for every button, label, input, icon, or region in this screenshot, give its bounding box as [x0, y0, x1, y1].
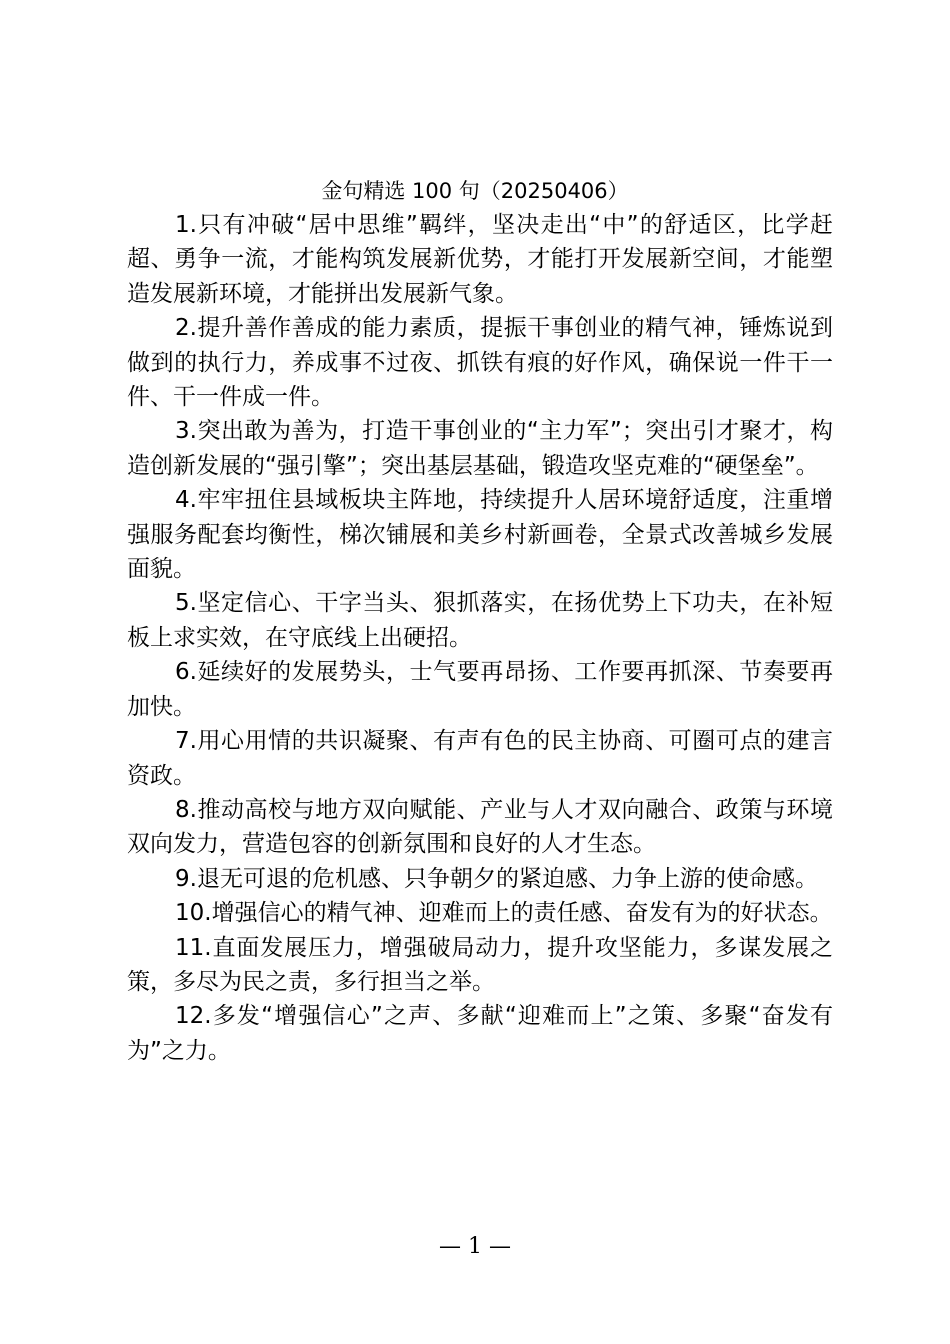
quote-paragraph-3: 3.突出敢为善为，打造干事创业的“主力军”；突出引才聚才，构造创新发展的“强引擎”；突出基层基础，锻造攻坚克难的“硬堡垒”。	[127, 418, 833, 479]
quote-paragraph-8: 8.推动高校与地方双向赋能、产业与人才双向融合、政策与环境双向发力，营造包容的创新氛围和良好的人才生态。	[127, 796, 833, 858]
quote-paragraph-1: 1.只有冲破“居中思维”羁绊，坚决走出“中”的舒适区，比学赶超、勇争一流，才能构筑发展新优势，才能打开发展新空间，才能塑造发展新环境，才能拼出发展新气象。	[127, 212, 833, 307]
quote-paragraph-6: 6.延续好的发展势头，士气要再昂扬、工作要再抓深、节奏要再加快。	[127, 659, 833, 720]
document-title: 金句精选 100 句（20250406）	[321, 179, 629, 203]
document-body	[127, 208, 833, 1068]
page-number: — 1 —	[439, 1234, 511, 1259]
quote-paragraph-10: 10.增强信心的精气神、迎难而上的责任感、奋发有为的好状态。	[175, 900, 833, 927]
quote-paragraph-11: 11.直面发展压力，增强破局动力，提升攻坚能力，多谋发展之策，多尽为民之责，多行担当之举。	[127, 934, 833, 995]
quote-paragraph-5: 5.坚定信心、干字当头、狠抓落实，在扬优势上下功夫，在补短板上求实效，在守底线上出硬招。	[127, 590, 833, 651]
quote-paragraph-12: 12.多发“增强信心”之声、多献“迎难而上”之策、多聚“奋发有为”之力。	[127, 1003, 833, 1064]
quote-paragraph-2: 2.提升善作善成的能力素质，提振干事创业的精气神，锤炼说到做到的执行力，养成事不过夜、抓铁有痕的好作风，确保说一件干一件、干一件成一件。	[127, 315, 833, 411]
quote-paragraph-9: 9.退无可退的危机感、只争朝夕的紧迫感、力争上游的使命感。	[175, 865, 818, 892]
quote-paragraph-4: 4.牢牢扭住县域板块主阵地，持续提升人居环境舒适度，注重增强服务配套均衡性，梯次铺展和美乡村新画卷，全景式改善城乡发展面貌。	[127, 487, 833, 583]
quote-paragraph-7: 7.用心用情的共识凝聚、有声有色的民主协商、可圈可点的建言资政。	[127, 728, 833, 789]
